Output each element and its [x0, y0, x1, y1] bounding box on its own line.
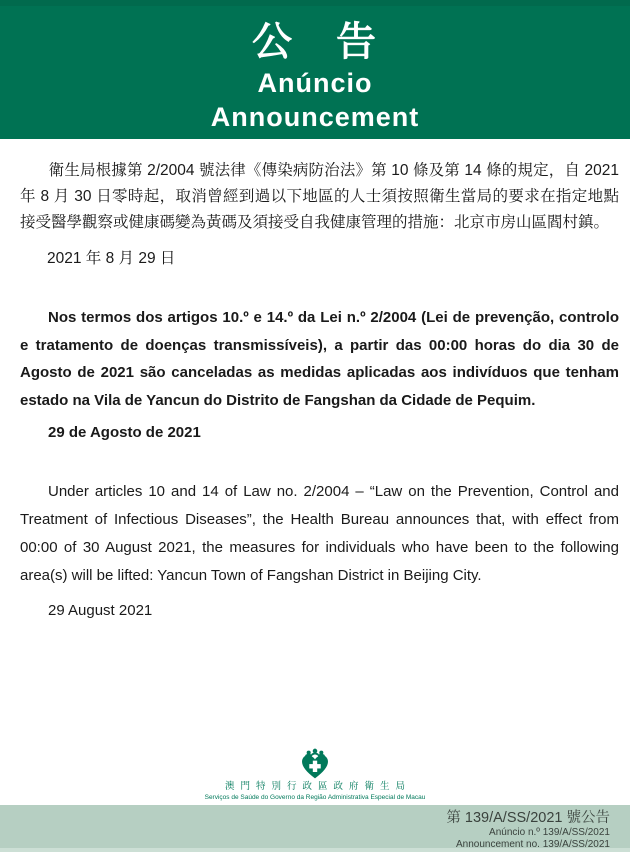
health-bureau-logo — [0, 748, 630, 802]
heart-cross-icon — [298, 748, 332, 780]
date-english: 29 August 2021 — [48, 602, 153, 619]
banner-title-portuguese: Anúncio — [257, 68, 373, 98]
reference-number-chinese: 第 139/A/SS/2021 號公告 — [446, 810, 610, 826]
reference-number-portuguese: Anúncio n.º 139/A/SS/2021 — [489, 827, 610, 838]
date-chinese: 2021 年 8 月 29 日 — [47, 250, 176, 267]
reference-number-bar — [0, 805, 630, 852]
paragraph-portuguese: Nos termos dos artigos 10.º e 14.º da Lei n.º 2/2004 (Lei de prevenção, controlo e tratamento de doenças transmissíveis), a partir das 00:00 horas do dia 30 de Agosto de 2021 são canceladas as medidas aplicadas aos indivíduos que tenham estado na Vila de Yancun do Distrito de Fangshan da Cidade de Pequim. — [20, 309, 619, 409]
paragraph-chinese: 衛生局根據第 2/2004 號法律《傳染病防治法》第 10 條及第 14 條的規定，自 2021 年 8 月 30 日零時起，取消曾經到過以下地區的人士須按照衛生當局的要求在指定地點接受醫學觀察或健康碼變為黃碼及須接受自我健康管理的措施：北京市房山區閻村鎮。 — [20, 162, 619, 231]
reference-number-english: Announcement no. 139/A/SS/2021 — [455, 838, 610, 850]
logo-org-name-chinese: 澳門特別行政區政府衛生局 — [224, 781, 411, 792]
banner-title-chinese: 公 告 — [252, 20, 378, 64]
date-portuguese: 29 de Agosto de 2021 — [48, 424, 201, 441]
logo-org-name-portuguese: Serviços de Saúde do Governo da Região Administrativa Especial de Macau — [204, 794, 426, 801]
banner-title-english: Announcement — [210, 102, 420, 132]
paragraph-english: Under articles 10 and 14 of Law no. 2/2004 – “Law on the Prevention, Control and Treatment of Infectious Diseases”, the Health Bureau announces that, with effect from 00:00 of 30 August 2021, the measures for individuals who have been to the following area(s) will be lifted: Yancun Town of Fangshan District in Beijing City. — [20, 483, 619, 584]
announcement-body — [0, 158, 630, 619]
announcement-banner — [0, 0, 630, 139]
